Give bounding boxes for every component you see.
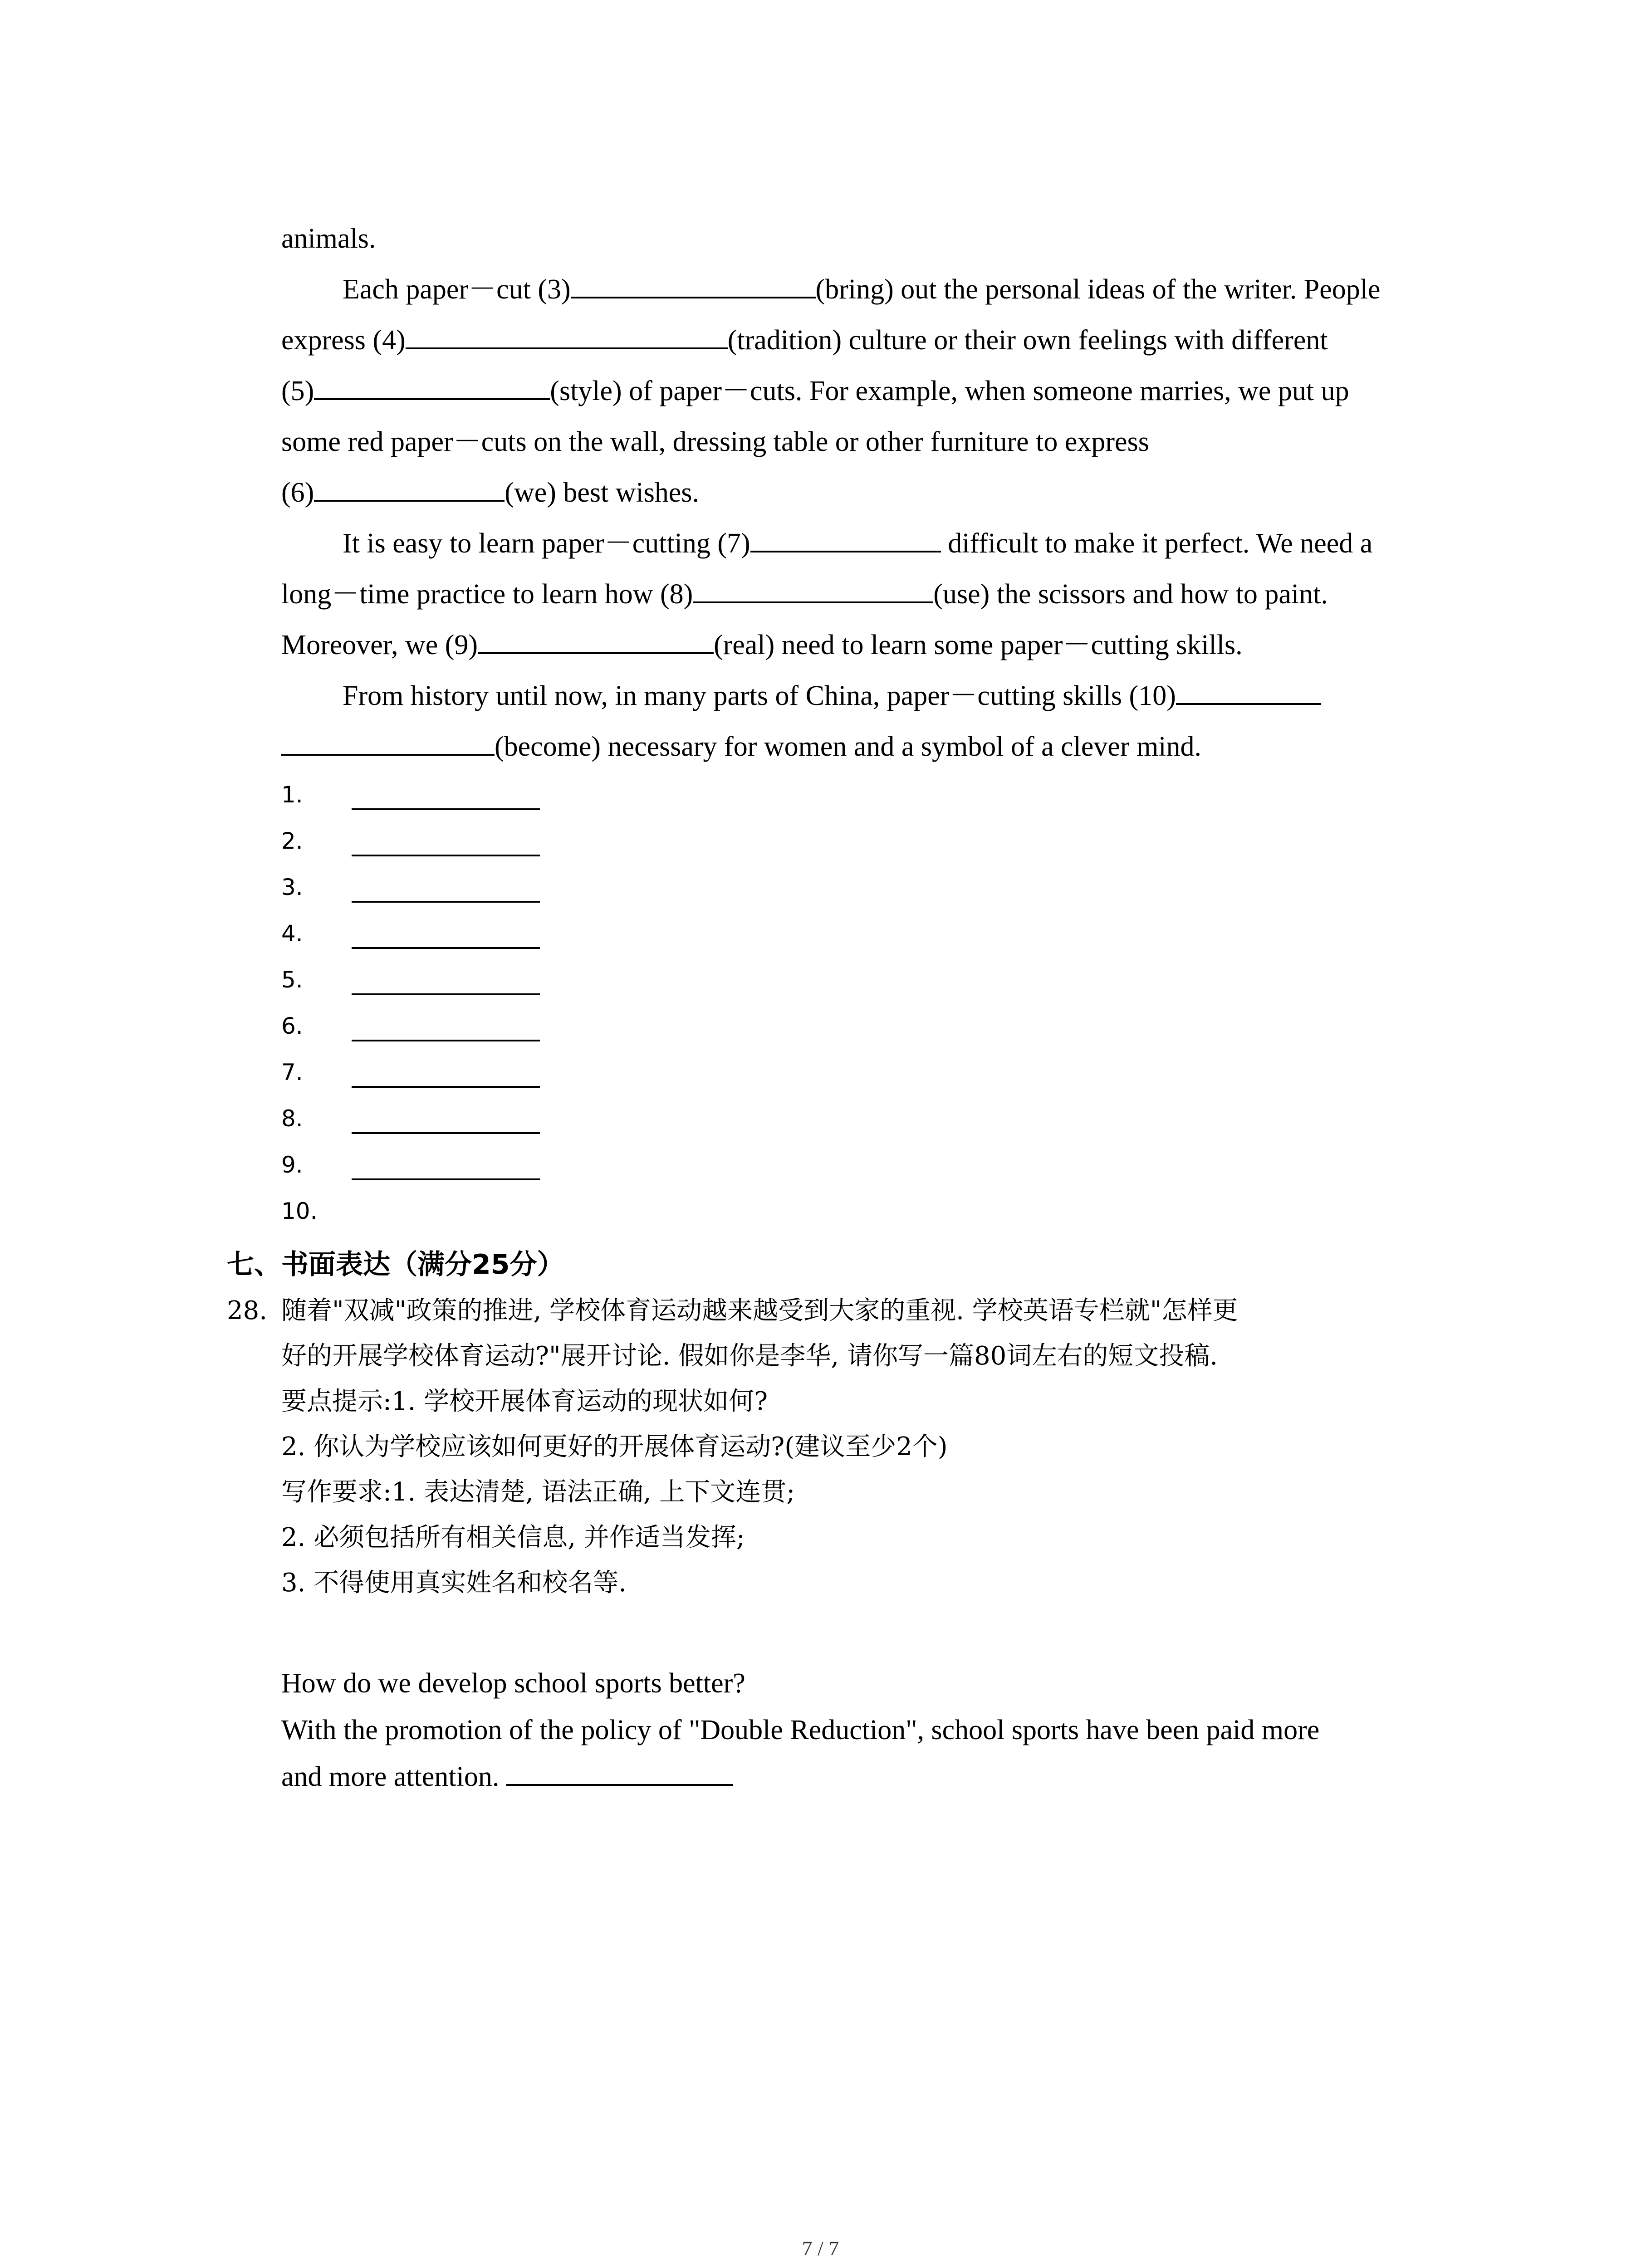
question-line [227, 1288, 1461, 1334]
essay-text: and more attention. [281, 1761, 500, 1792]
essay-title: How do we develop school sports better? [281, 1668, 745, 1699]
passage-text: (5) [281, 376, 314, 406]
answer-number: 6. [281, 1013, 303, 1039]
blank-4[interactable] [406, 319, 728, 349]
passage-text: difficult to make it perfect. We need a [941, 528, 1373, 559]
answer-row [281, 818, 1461, 865]
answer-number: 7. [281, 1059, 303, 1085]
passage-line [281, 264, 1461, 315]
answer-line[interactable] [352, 1178, 540, 1180]
answer-row [281, 1003, 1461, 1050]
answer-row [281, 1188, 1461, 1235]
answer-list [281, 772, 1461, 1235]
passage-line [281, 721, 1461, 772]
blank-5[interactable] [314, 370, 550, 400]
answer-line[interactable] [352, 947, 540, 949]
question-28 [227, 1288, 1461, 1606]
answer-number: 3. [281, 874, 303, 900]
answer-row [281, 957, 1461, 1003]
answer-row [281, 911, 1461, 957]
question-number: 28. [227, 1296, 268, 1325]
answer-row [281, 1096, 1461, 1142]
answer-row [281, 865, 1461, 911]
question-line: 写作要求:1. 表达清楚, 语法正确, 上下文连贯; [281, 1477, 795, 1507]
blank-10b[interactable] [281, 726, 495, 756]
question-line: 2. 必须包括所有相关信息, 并作适当发挥; [281, 1523, 745, 1552]
answer-number: 8. [281, 1105, 303, 1132]
passage-text: (bring) out the personal ideas of the writer. People [815, 274, 1381, 305]
passage-text: long－time practice to learn how (8) [281, 579, 693, 610]
passage-line [281, 315, 1461, 366]
question-line: 好的开展学校体育运动?"展开讨论. 假如你是李华, 请你写一篇80词左右的短文投稿. [281, 1341, 1218, 1371]
passage-text: Moreover, we (9) [281, 630, 478, 660]
section-title: 七、书面表达（满分25分） [227, 1249, 564, 1281]
passage-line [281, 569, 1461, 620]
answer-number: 4. [281, 920, 303, 947]
essay-prompt [281, 1660, 1461, 1800]
blank-9[interactable] [478, 624, 714, 654]
passage-text: express (4) [281, 325, 406, 356]
answer-line[interactable] [352, 1040, 540, 1041]
passage-text: (become) necessary for women and a symbol of a clever mind. [495, 731, 1202, 762]
answer-line[interactable] [352, 1086, 540, 1088]
passage-line: some red paper－cuts on the wall, dressing table or other furniture to express [281, 426, 1149, 457]
passage-line: animals. [281, 223, 376, 254]
answer-number: 1. [281, 782, 303, 808]
answer-row [281, 1142, 1461, 1188]
passage-text: Each paper－cut (3) [343, 274, 571, 305]
passage-line [281, 467, 1461, 518]
essay-line [281, 1754, 1461, 1800]
answer-line[interactable] [352, 808, 540, 810]
passage-line [281, 670, 1461, 721]
answer-row [281, 772, 1461, 818]
passage-line [281, 366, 1461, 416]
passage-text: (we) best wishes. [505, 477, 700, 508]
question-text: 随着"双减"政策的推进, 学校体育运动越来越受到大家的重视. 学校英语专栏就"怎样更 [281, 1296, 1238, 1325]
question-line: 要点提示:1. 学校开展体育运动的现状如何? [281, 1387, 768, 1416]
essay-answer-blank[interactable] [506, 1756, 733, 1786]
blank-8[interactable] [693, 573, 933, 603]
blank-3[interactable] [571, 269, 816, 298]
answer-row [281, 1050, 1461, 1096]
answer-number: 9. [281, 1152, 303, 1178]
page-number: 7 / 7 [802, 2237, 839, 2260]
passage-text: (use) the scissors and how to paint. [933, 579, 1328, 610]
passage-text: It is easy to learn paper－cutting (7) [343, 528, 750, 559]
blank-6[interactable] [314, 472, 505, 502]
answer-line[interactable] [352, 855, 540, 856]
passage-text: From history until now, in many parts of China, paper－cutting skills (10) [343, 680, 1176, 711]
question-line: 3. 不得使用真实姓名和校名等. [281, 1568, 627, 1598]
answer-number: 5. [281, 967, 303, 993]
passage [281, 213, 1461, 1235]
answer-line[interactable] [352, 901, 540, 903]
answer-line[interactable] [352, 1132, 540, 1134]
essay-line: With the promotion of the policy of "Double Reduction", school sports have been paid more [281, 1715, 1320, 1745]
answer-line[interactable] [352, 993, 540, 995]
question-line: 2. 你认为学校应该如何更好的开展体育运动?(建议至少2个) [281, 1432, 948, 1461]
answer-number: 10. [281, 1198, 318, 1224]
blank-7[interactable] [750, 523, 941, 552]
blank-10a[interactable] [1176, 675, 1321, 705]
passage-text: (real) need to learn some paper－cutting skills. [714, 630, 1243, 660]
passage-text: (style) of paper－cuts. For example, when someone marries, we put up [550, 376, 1349, 406]
passage-line [281, 620, 1461, 670]
passage-text: (tradition) culture or their own feelings with different [727, 325, 1328, 356]
passage-line [281, 518, 1461, 569]
passage-text: (6) [281, 477, 314, 508]
answer-number: 2. [281, 828, 303, 854]
